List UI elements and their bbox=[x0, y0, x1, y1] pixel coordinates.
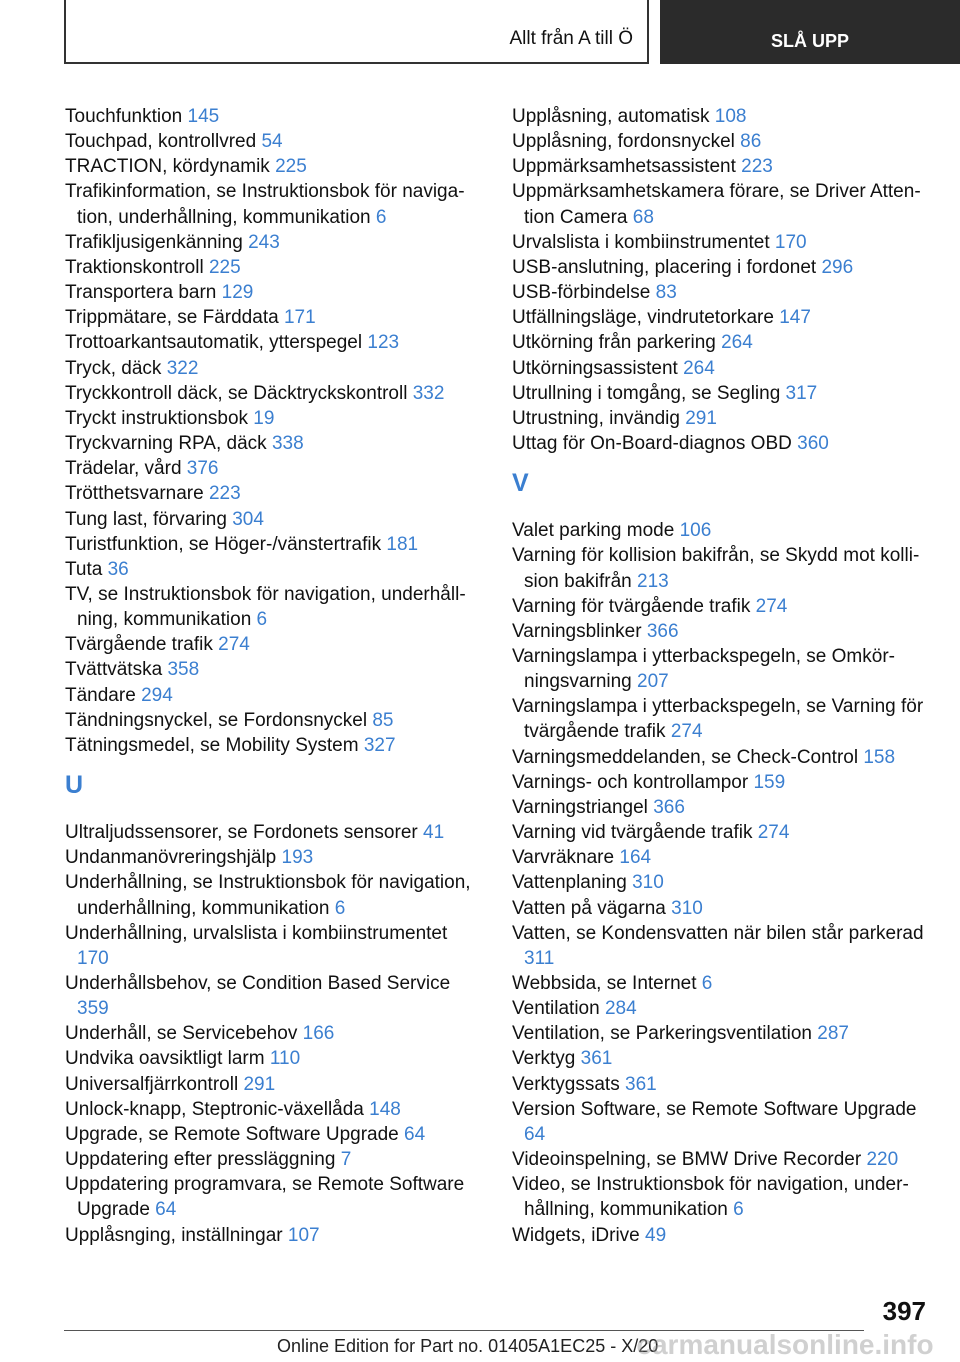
page-link[interactable]: 310 bbox=[632, 872, 664, 894]
entry-term: Upplåsning, fordonsnyckel bbox=[512, 131, 735, 153]
entry-term: Varning för tvärgående trafik bbox=[512, 595, 751, 617]
index-entry bbox=[512, 971, 932, 996]
page-number: 397 bbox=[882, 1296, 926, 1326]
index-column-left bbox=[65, 104, 475, 1248]
index-entry bbox=[512, 280, 932, 305]
index-entry bbox=[65, 230, 475, 255]
entry-term: Underhållning, urvalslista i kombiinstrumentet bbox=[65, 922, 448, 944]
entry-term: Varningsblinker bbox=[512, 620, 642, 642]
page-link[interactable]: 19 bbox=[253, 407, 275, 429]
page-link[interactable]: 223 bbox=[741, 156, 773, 178]
index-entry bbox=[512, 619, 932, 644]
entry-term: Tändningsnyckel, se Fordonsnyckel bbox=[65, 709, 368, 731]
footer-edition: Online Edition for Part no. 01405A1EC25 - X/20 bbox=[277, 1336, 659, 1356]
index-entry bbox=[65, 921, 475, 971]
entry-term: Trafikljusigenkänning bbox=[65, 231, 243, 253]
entry-term: Utkörningsassistent bbox=[512, 357, 678, 379]
entry-term: Urvalslista i kombiinstrumentet bbox=[512, 231, 770, 253]
page-link[interactable]: 322 bbox=[166, 357, 199, 379]
page-link[interactable]: 148 bbox=[369, 1098, 401, 1120]
entry-term: Video, se Instruktionsbok för navigation, underhållning, kommunikation bbox=[512, 1174, 909, 1221]
page-link[interactable]: 243 bbox=[248, 231, 280, 253]
page-link[interactable]: 6 bbox=[733, 1199, 744, 1221]
page-link[interactable]: 41 bbox=[423, 822, 445, 844]
page-link[interactable]: 358 bbox=[167, 659, 200, 681]
index-entry bbox=[65, 532, 475, 557]
entry-term: Verktyg bbox=[512, 1048, 576, 1070]
index-entry bbox=[512, 870, 932, 895]
page-link[interactable]: 68 bbox=[632, 206, 654, 228]
entry-term: Uttag för On-Board-diagnos OBD bbox=[512, 433, 792, 455]
index-entry bbox=[512, 179, 932, 229]
entry-term: Verktygssats bbox=[512, 1073, 620, 1095]
index-entry bbox=[65, 582, 475, 632]
entry-term: Videoinspelning, se BMW Drive Recorder bbox=[512, 1149, 862, 1171]
entry-term: Varningslampa i ytterbackspegeln, se Varning för tvärgående trafik bbox=[512, 696, 924, 743]
page-link[interactable]: 311 bbox=[524, 947, 555, 969]
entry-term: Trafikinformation, se Instruktionsbok för navigation, underhållning, kommunikation bbox=[65, 181, 465, 228]
entry-term: Tändare bbox=[65, 684, 136, 706]
section-title: Allt från A till Ö bbox=[509, 28, 633, 49]
index-entry bbox=[512, 1072, 932, 1097]
page-link[interactable]: 366 bbox=[653, 796, 685, 818]
page-link[interactable]: 107 bbox=[287, 1224, 320, 1246]
entry-term: Tuta bbox=[65, 558, 103, 580]
index-entry bbox=[512, 255, 932, 280]
page-link[interactable]: 220 bbox=[866, 1149, 899, 1171]
entry-term: Utfällningsläge, vindrutetorkare bbox=[512, 307, 774, 329]
index-entry bbox=[65, 356, 475, 381]
index-entry bbox=[512, 795, 932, 820]
index-entry bbox=[512, 381, 932, 406]
index-entry bbox=[512, 1021, 932, 1046]
index-entry bbox=[65, 1072, 475, 1097]
page-link[interactable]: 332 bbox=[412, 382, 445, 404]
index-entry bbox=[512, 356, 932, 381]
index-entry bbox=[65, 280, 475, 305]
entry-term: Utrullning i tomgång, se Segling bbox=[512, 382, 781, 404]
index-entry bbox=[65, 870, 475, 920]
index-entry bbox=[512, 305, 932, 330]
index-entry bbox=[65, 129, 475, 154]
entry-term: Tvättvätska bbox=[65, 659, 163, 681]
entry-term: Touchfunktion bbox=[65, 106, 183, 127]
watermark-logo: carmanualsonline.info bbox=[636, 1329, 934, 1360]
page-link[interactable]: 83 bbox=[655, 282, 677, 304]
entry-term: USB-anslutning, placering i fordonet bbox=[512, 256, 817, 278]
entry-term: Undanmanövreringshjälp bbox=[65, 847, 277, 869]
index-entry bbox=[512, 543, 932, 593]
page-link[interactable]: 6 bbox=[256, 609, 268, 631]
entry-term: Varvräknare bbox=[512, 847, 615, 869]
index-entry bbox=[512, 129, 932, 154]
page-link[interactable]: 54 bbox=[261, 131, 283, 153]
entry-term: Utrustning, invändig bbox=[512, 407, 680, 429]
index-entry bbox=[65, 381, 475, 406]
page-link[interactable]: 296 bbox=[821, 256, 854, 278]
entry-term: TV, se Instruktionsbok för navigation, underhållning, kommunikation bbox=[65, 583, 466, 631]
index-entry bbox=[65, 632, 475, 657]
index-entry bbox=[65, 456, 475, 481]
page-link[interactable]: 6 bbox=[375, 206, 387, 228]
index-entry bbox=[512, 845, 932, 870]
entry-term: Vatten på vägarna bbox=[512, 897, 666, 919]
index-entry bbox=[65, 733, 475, 758]
entry-term: Underhållning, se Instruktionsbok för navigation, underhållning, kommunikation bbox=[65, 872, 471, 919]
entry-term: Turistfunktion, se Höger-/vänstertrafik bbox=[65, 533, 382, 555]
entry-term: Traktionskontroll bbox=[65, 256, 204, 278]
page-link[interactable]: 49 bbox=[645, 1224, 667, 1246]
page-link[interactable]: 6 bbox=[334, 897, 346, 919]
entry-term: Varnings- och kontrollampor bbox=[512, 771, 749, 793]
page-link[interactable]: 164 bbox=[619, 847, 652, 869]
page-link[interactable]: 225 bbox=[208, 256, 241, 278]
page-link[interactable]: 223 bbox=[208, 483, 241, 505]
index-entry bbox=[512, 406, 932, 431]
entry-term: Varningsmeddelanden, se Check-Control bbox=[512, 746, 859, 768]
page-link[interactable]: 64 bbox=[524, 1123, 546, 1145]
page-link[interactable]: 376 bbox=[186, 458, 219, 480]
index-entry bbox=[65, 1021, 475, 1046]
index-entry bbox=[512, 745, 932, 770]
page-link[interactable]: 327 bbox=[363, 734, 396, 756]
page-link[interactable]: 310 bbox=[671, 897, 703, 919]
entry-term: Underhållsbehov, se Condition Based Service bbox=[65, 973, 451, 994]
entry-term: Webbsida, se Internet bbox=[512, 973, 697, 994]
lookup-tab[interactable]: SLÅ UPP bbox=[660, 0, 960, 64]
entry-term: Upplåsning, automatisk bbox=[512, 106, 710, 127]
page-link[interactable]: 36 bbox=[107, 558, 129, 580]
index-entry bbox=[512, 1046, 932, 1071]
entry-term: Upgrade, se Remote Software Upgrade bbox=[65, 1123, 399, 1145]
entry-term: Vattenplaning bbox=[512, 872, 627, 894]
index-column-right bbox=[512, 104, 932, 1248]
index-entry bbox=[65, 406, 475, 431]
entry-term: Tryck, däck bbox=[65, 357, 162, 379]
index-entry bbox=[65, 305, 475, 330]
index-entry bbox=[65, 1172, 475, 1222]
entry-term: Uppmärksamhetsassistent bbox=[512, 156, 736, 178]
entry-term: Ventilation, se Parkeringsventilation bbox=[512, 1023, 812, 1045]
page-link[interactable]: 7 bbox=[340, 1149, 352, 1171]
index-entry bbox=[512, 996, 932, 1021]
index-entry bbox=[512, 921, 932, 971]
entry-term: Universalfjärrkontroll bbox=[65, 1073, 239, 1095]
index-entry bbox=[65, 1147, 475, 1172]
page-link[interactable]: 145 bbox=[187, 106, 220, 127]
page-link[interactable]: 108 bbox=[714, 106, 747, 127]
entry-term: Tung last, förvaring bbox=[65, 508, 227, 530]
page-link[interactable]: 274 bbox=[757, 822, 790, 844]
entry-term: Widgets, iDrive bbox=[512, 1224, 640, 1246]
letter-heading: U bbox=[65, 771, 84, 800]
page-link[interactable]: 294 bbox=[141, 684, 173, 706]
page-link[interactable]: 264 bbox=[721, 332, 753, 354]
entry-term: Version Software, se Remote Software Upgrade bbox=[512, 1098, 917, 1120]
entry-term: Trädelar, vård bbox=[65, 458, 182, 480]
entry-term: Touchpad, kontrollvred bbox=[65, 131, 257, 153]
page-link[interactable]: 181 bbox=[386, 533, 419, 555]
header-title-box bbox=[64, 0, 649, 64]
index-entry bbox=[512, 770, 932, 795]
page-link[interactable]: 64 bbox=[155, 1199, 177, 1221]
index-entry bbox=[65, 1223, 475, 1248]
index-entry bbox=[512, 230, 932, 255]
index-entry bbox=[65, 683, 475, 708]
page-link[interactable]: 170 bbox=[77, 947, 109, 969]
page-link[interactable]: 291 bbox=[243, 1073, 276, 1095]
entry-term: USB-förbindelse bbox=[512, 282, 651, 304]
index-entry bbox=[512, 330, 932, 355]
entry-term: Trippmätare, se Färddata bbox=[65, 307, 279, 329]
entry-term: Upplåsnging, inställningar bbox=[65, 1224, 283, 1246]
entry-term: Ultraljudssensorer, se Fordonets sensorer bbox=[65, 822, 418, 844]
page-link[interactable]: 304 bbox=[232, 508, 264, 530]
entry-term: Tryckvarning RPA, däck bbox=[65, 433, 267, 455]
index-entry bbox=[65, 657, 475, 682]
page-link[interactable]: 147 bbox=[779, 307, 811, 329]
page-link[interactable]: 284 bbox=[604, 998, 637, 1020]
entry-term: Varningstriangel bbox=[512, 796, 648, 818]
index-entry bbox=[65, 507, 475, 532]
entry-term: Uppdatering programvara, se Remote Software Upgrade bbox=[65, 1174, 465, 1221]
page-link[interactable]: 106 bbox=[679, 520, 712, 542]
page-link[interactable]: 338 bbox=[271, 433, 304, 455]
entry-term: Transportera barn bbox=[65, 282, 217, 304]
entry-term: Valet parking mode bbox=[512, 520, 675, 542]
page-link[interactable]: 225 bbox=[275, 156, 307, 178]
entry-term: Uppmärksamhetskamera förare, se Driver Attention Camera bbox=[512, 181, 921, 228]
page-link[interactable]: 166 bbox=[302, 1023, 335, 1045]
entry-term: Underhåll, se Servicebehov bbox=[65, 1023, 298, 1045]
index-entry bbox=[512, 1172, 932, 1222]
index-entry bbox=[512, 644, 932, 694]
entry-term: Utkörning från parkering bbox=[512, 332, 716, 354]
index-entry bbox=[512, 820, 932, 845]
page-link[interactable]: 86 bbox=[740, 131, 762, 153]
page-link[interactable]: 264 bbox=[683, 357, 715, 379]
entry-term: TRACTION, kördynamik bbox=[65, 156, 270, 178]
entry-term: Tryckt instruktionsbok bbox=[65, 407, 249, 429]
index-entry bbox=[65, 845, 475, 870]
page-link[interactable]: 287 bbox=[817, 1023, 849, 1045]
page-link[interactable]: 6 bbox=[701, 973, 713, 994]
page-link[interactable]: 110 bbox=[269, 1048, 301, 1070]
page-link[interactable]: 193 bbox=[281, 847, 314, 869]
entry-term: Varningslampa i ytterbackspegeln, se Omkörningsvarning bbox=[512, 645, 895, 693]
page-link[interactable]: 158 bbox=[863, 746, 896, 768]
index-entry bbox=[65, 104, 475, 129]
entry-term: Trötthetsvarnare bbox=[65, 483, 204, 505]
page-link[interactable]: 359 bbox=[77, 998, 109, 1020]
letter-heading: V bbox=[512, 469, 529, 498]
entry-term: Tätningsmedel, se Mobility System bbox=[65, 734, 359, 756]
page-link[interactable]: 159 bbox=[753, 771, 786, 793]
page-link[interactable]: 361 bbox=[580, 1048, 613, 1070]
page-link[interactable]: 123 bbox=[367, 332, 400, 354]
index-entry bbox=[65, 1122, 475, 1147]
index-entry bbox=[65, 708, 475, 733]
page-link[interactable]: 274 bbox=[670, 721, 703, 743]
index-entry bbox=[512, 1097, 932, 1147]
index-entry bbox=[65, 154, 475, 179]
index-entry bbox=[65, 971, 475, 1021]
index-entry bbox=[65, 1097, 475, 1122]
index-entry bbox=[65, 179, 475, 229]
index-entry bbox=[65, 431, 475, 456]
page-link[interactable]: 170 bbox=[774, 231, 807, 253]
page-link[interactable]: 85 bbox=[372, 709, 394, 731]
index-entry bbox=[65, 820, 475, 845]
index-entry bbox=[512, 694, 932, 744]
index-entry bbox=[65, 481, 475, 506]
page-link[interactable]: 274 bbox=[755, 595, 788, 617]
index-entry bbox=[512, 896, 932, 921]
index-entry bbox=[65, 1046, 475, 1071]
page-link[interactable]: 129 bbox=[221, 282, 254, 304]
page-link[interactable]: 64 bbox=[404, 1123, 426, 1145]
page-link[interactable]: 361 bbox=[625, 1073, 657, 1095]
entry-term: Unlock-knapp, Steptronic-växellåda bbox=[65, 1098, 364, 1120]
entry-term: Uppdatering efter pressläggning bbox=[65, 1149, 336, 1171]
index-entry bbox=[65, 255, 475, 280]
page-link[interactable]: 360 bbox=[797, 433, 829, 455]
page-link[interactable]: 366 bbox=[646, 620, 679, 642]
index-entry bbox=[65, 330, 475, 355]
index-entry bbox=[512, 104, 932, 129]
entry-term: Varning för kollision bakifrån, se Skydd mot kollision bakifrån bbox=[512, 545, 920, 592]
entry-term: Tvärgående trafik bbox=[65, 634, 213, 656]
index-entry bbox=[512, 518, 932, 543]
page-link[interactable]: 317 bbox=[785, 382, 818, 404]
index-entry bbox=[512, 1223, 932, 1248]
index-entry bbox=[512, 594, 932, 619]
entry-term: Tryckkontroll däck, se Däcktryckskontroll bbox=[65, 382, 408, 404]
entry-term: Varning vid tvärgående trafik bbox=[512, 822, 753, 844]
entry-term: Vatten, se Kondensvatten när bilen står parkerad bbox=[512, 922, 924, 944]
index-entry bbox=[65, 557, 475, 582]
page-link[interactable]: 291 bbox=[685, 407, 717, 429]
page-link[interactable]: 213 bbox=[637, 570, 669, 592]
page-link[interactable]: 171 bbox=[283, 307, 316, 329]
index-entry bbox=[512, 1147, 932, 1172]
page-link[interactable]: 207 bbox=[637, 671, 669, 693]
index-entry bbox=[512, 431, 932, 456]
entry-term: Trottoarkantsautomatik, ytterspegel bbox=[65, 332, 363, 354]
page-link[interactable]: 274 bbox=[218, 634, 250, 656]
index-entry bbox=[512, 154, 932, 179]
entry-term: Undvika oavsiktligt larm bbox=[65, 1048, 265, 1070]
entry-term: Ventilation bbox=[512, 998, 600, 1020]
